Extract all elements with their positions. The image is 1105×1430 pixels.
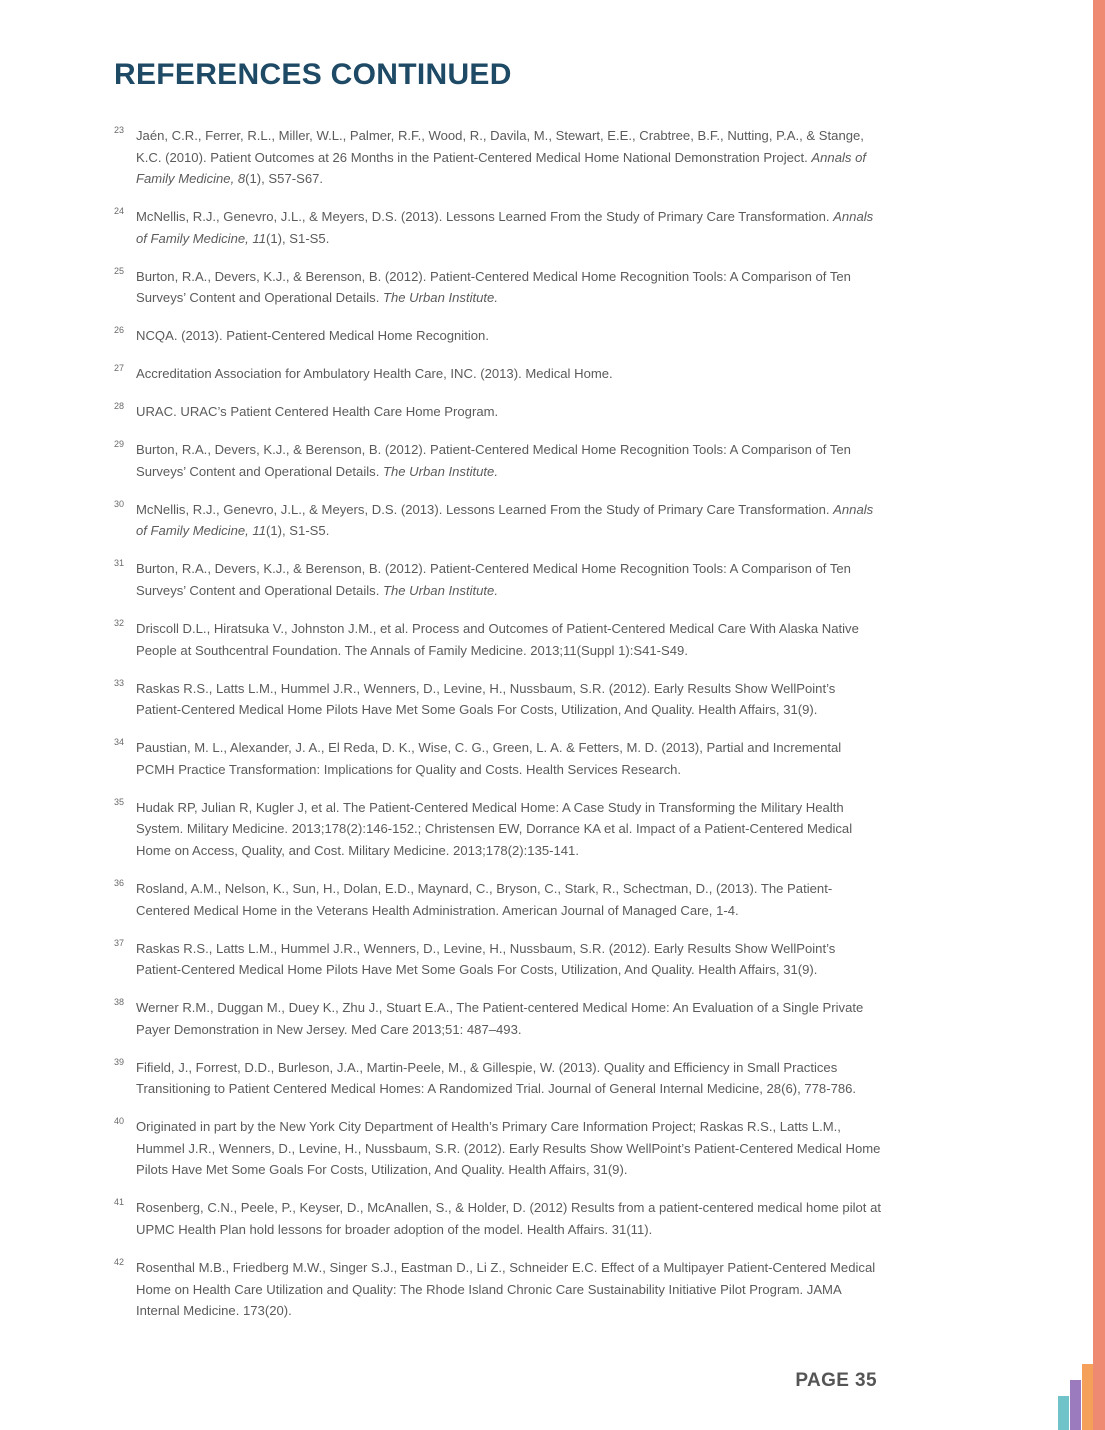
reference-text bbox=[136, 1119, 880, 1177]
reference-text-run: Raskas R.S., Latts L.M., Hummel J.R., Wenners, D., Levine, H., Nussbaum, S.R. (2012). Early Results Show WellPoint’s Patient-Centered Medical Home Pilots Have Met Some Goals For Costs, Utilization, And Quality. Health Affairs, 31(9). bbox=[136, 940, 836, 978]
reference-text-run: Werner R.M., Duggan M., Duey K., Zhu J., Stuart E.A., The Patient-centered Medical Home: An Evaluation of a Single Private Payer Demonstration in New Jersey. Med Care 2013;51: 487–493. bbox=[136, 1000, 864, 1037]
reference-number: 23 bbox=[114, 125, 125, 135]
reference-item bbox=[114, 1197, 882, 1240]
reference-item bbox=[114, 325, 882, 347]
reference-text-run: Originated in part by the New York City Department of Health’s Primary Care Information Project; Raskas R.S., Latts L.M., Hummel J.R., Wenners, D., Levine, H., Nussbaum, S.R. (2012). Early Results Show WellPoint’s Patient-Centered Medical Home Pilots Have Met Some Goals For Costs, Utilization, And Quality. Health Affairs, 31(9). bbox=[136, 1119, 881, 1178]
reference-number: 37 bbox=[114, 937, 125, 948]
reference-text-run: Burton, R.A., Devers, K.J., & Berenson, B. (2012). Patient-Centered Medical Home Recognition Tools: A Comparison of Ten Surveys’ Content and Operational Details. bbox=[136, 442, 851, 479]
reference-number: 32 bbox=[114, 618, 125, 629]
reference-item bbox=[114, 266, 882, 309]
reference-item bbox=[114, 737, 882, 780]
reference-text bbox=[136, 740, 841, 777]
reference-italic-run: The Urban Institute. bbox=[382, 583, 498, 599]
reference-text bbox=[136, 404, 498, 419]
reference-text bbox=[136, 366, 613, 381]
reference-text bbox=[136, 128, 866, 186]
reference-text bbox=[136, 800, 852, 858]
reference-number: 35 bbox=[114, 796, 125, 807]
reference-text bbox=[136, 442, 851, 479]
decorative-bar-orange bbox=[1082, 1364, 1093, 1430]
reference-text-run: (1), S1-S5. bbox=[266, 523, 330, 539]
reference-text-run: Burton, R.A., Devers, K.J., & Berenson, B. (2012). Patient-Centered Medical Home Recognition Tools: A Comparison of Ten Surveys’ Content and Operational Details. bbox=[136, 268, 851, 306]
reference-number: 25 bbox=[114, 265, 125, 276]
reference-number: 29 bbox=[114, 439, 125, 450]
reference-text bbox=[136, 881, 832, 918]
reference-number: 28 bbox=[114, 401, 125, 412]
reference-text-run: Burton, R.A., Devers, K.J., & Berenson, B. (2012). Patient-Centered Medical Home Recognition Tools: A Comparison of Ten Surveys’ Content and Operational Details. bbox=[136, 561, 851, 599]
reference-number: 38 bbox=[114, 997, 125, 1008]
reference-text-run: Hudak RP, Julian R, Kugler J, et al. The Patient-Centered Medical Home: A Case Study in Transforming the Military Health System. Military Medicine. 2013;178(2):146-152.; Christensen EW, Dorrance KA et al. Impact of a Patient-Centered Medical Home on Access, Quality, and Cost. Military Medicine. 2013;178(2):135-141. bbox=[136, 799, 853, 858]
reference-text bbox=[136, 1200, 881, 1237]
reference-item bbox=[114, 363, 882, 385]
reference-text bbox=[136, 621, 859, 658]
reference-item bbox=[114, 797, 882, 862]
reference-text bbox=[136, 941, 835, 978]
reference-text-run: Jaén, C.R., Ferrer, R.L., Miller, W.L., Palmer, R.F., Wood, R., Davila, M., Stewart, E.E., Crabtree, B.F., Nutting, P.A., & Stange, K.C. (2010). Patient Outcomes at 26 Months in the Patient-Centered Medical Home National Demonstration Project. bbox=[136, 128, 864, 165]
reference-text-run: Rosland, A.M., Nelson, K., Sun, H., Dolan, E.D., Maynard, C., Bryson, C., Stark, R., Schectman, D., (2013). The Patient-Centered Medical Home in the Veterans Health Administration. American Journal of Managed Care, 1-4. bbox=[136, 880, 833, 918]
reference-text bbox=[136, 502, 873, 539]
reference-number: 27 bbox=[114, 363, 125, 374]
reference-number: 39 bbox=[114, 1056, 125, 1067]
reference-item bbox=[114, 206, 882, 249]
reference-text-run: Driscoll D.L., Hiratsuka V., Johnston J.M., et al. Process and Outcomes of Patient-Centered Medical Care With Alaska Native People at Southcentral Foundation. The Annals of Family Medicine. 2013;11(Suppl 1):S41-S49. bbox=[136, 621, 859, 658]
reference-number: 41 bbox=[114, 1197, 125, 1208]
reference-number: 24 bbox=[114, 206, 125, 217]
reference-text-run: (1), S1-S5. bbox=[266, 230, 330, 246]
reference-text-run: Accreditation Association for Ambulatory Health Care, INC. (2013). Medical Home. bbox=[136, 366, 613, 382]
reference-number: 30 bbox=[114, 498, 125, 509]
page-title: REFERENCES CONTINUED bbox=[114, 58, 512, 91]
reference-text-run: Paustian, M. L., Alexander, J. A., El Reda, D. K., Wise, C. G., Green, L. A. & Fetters, M. D. (2013), Partial and Incremental PCMH Practice Transformation: Implications for Quality and Costs. Health Services Research. bbox=[136, 740, 842, 777]
reference-text-run: Rosenberg, C.N., Peele, P., Keyser, D., McAnallen, S., & Holder, D. (2012) Results from a patient-centered medical home pilot at UPMC Health Plan hold lessons for broader adoption of the model. Health Affairs. 31(11). bbox=[136, 1200, 881, 1237]
reference-list bbox=[114, 125, 882, 1338]
reference-item bbox=[114, 401, 882, 423]
reference-item bbox=[114, 878, 882, 921]
decorative-bar-purple bbox=[1070, 1380, 1081, 1430]
reference-text-run: McNellis, R.J., Genevro, J.L., & Meyers, D.S. (2013). Lessons Learned From the Study of Primary Care Transformation. bbox=[136, 209, 834, 225]
reference-number: 31 bbox=[114, 558, 125, 569]
reference-item bbox=[114, 938, 882, 981]
reference-number: 34 bbox=[114, 737, 125, 748]
reference-item bbox=[114, 125, 882, 190]
reference-text-run: Raskas R.S., Latts L.M., Hummel J.R., Wenners, D., Levine, H., Nussbaum, S.R. (2012). Early Results Show WellPoint’s Patient-Centered Medical Home Pilots Have Met Some Goals For Costs, Utilization, And Quality. Health Affairs, 31(9). bbox=[136, 680, 836, 718]
reference-text bbox=[136, 328, 489, 343]
reference-text bbox=[136, 561, 851, 598]
reference-item bbox=[114, 439, 882, 482]
reference-text-run: NCQA. (2013). Patient-Centered Medical Home Recognition. bbox=[136, 328, 489, 344]
reference-italic-run: Annals of Family Medicine, 11 bbox=[136, 501, 874, 539]
reference-text-run: (1), S57-S67. bbox=[245, 171, 324, 187]
reference-text bbox=[136, 269, 851, 306]
reference-number: 40 bbox=[114, 1116, 125, 1127]
reference-text-run: Fifield, J., Forrest, D.D., Burleson, J.A., Martin-Peele, M., & Gillespie, W. (2013). Quality and Efficiency in Small Practices Transitioning to Patient Centered Medical Homes: A Randomized Trial. Journal of General Internal Medicine, 28(6), 778-786. bbox=[136, 1059, 857, 1097]
reference-text bbox=[136, 1060, 856, 1097]
reference-item bbox=[114, 678, 882, 721]
reference-text bbox=[136, 1260, 875, 1318]
reference-italic-run: Annals of Family Medicine, 11 bbox=[136, 209, 874, 246]
reference-number: 33 bbox=[114, 677, 125, 688]
reference-item bbox=[114, 1116, 882, 1181]
reference-italic-run: The Urban Institute. bbox=[382, 463, 498, 479]
reference-text-run: Rosenthal M.B., Friedberg M.W., Singer S.J., Eastman D., Li Z., Schneider E.C. Effect of a Multipayer Patient-Centered Medical Home on Health Care Utilization and Quality: The Rhode Island Chronic Care Sustainability Initiative Pilot Program. JAMA Internal Medicine. 173(20). bbox=[136, 1259, 876, 1319]
reference-text-run: McNellis, R.J., Genevro, J.L., & Meyers, D.S. (2013). Lessons Learned From the Study of Primary Care Transformation. bbox=[136, 501, 834, 517]
reference-item bbox=[114, 1257, 882, 1322]
reference-item bbox=[114, 1057, 882, 1100]
reference-item bbox=[114, 618, 882, 661]
decorative-side-stripe bbox=[1093, 0, 1105, 1430]
reference-item bbox=[114, 997, 882, 1040]
reference-italic-run: The Urban Institute. bbox=[382, 290, 498, 306]
page-number: PAGE 35 bbox=[795, 1370, 877, 1391]
reference-number: 42 bbox=[114, 1256, 125, 1267]
decorative-bar-teal bbox=[1058, 1396, 1069, 1430]
reference-number: 26 bbox=[114, 325, 125, 336]
reference-text bbox=[136, 209, 873, 246]
reference-italic-run: Annals of Family Medicine, 8 bbox=[136, 149, 866, 187]
reference-number: 36 bbox=[114, 877, 125, 888]
reference-text bbox=[136, 1000, 863, 1037]
reference-text bbox=[136, 681, 835, 718]
reference-text-run: URAC. URAC’s Patient Centered Health Care Home Program. bbox=[136, 404, 499, 420]
reference-item bbox=[114, 558, 882, 601]
reference-item bbox=[114, 499, 882, 542]
